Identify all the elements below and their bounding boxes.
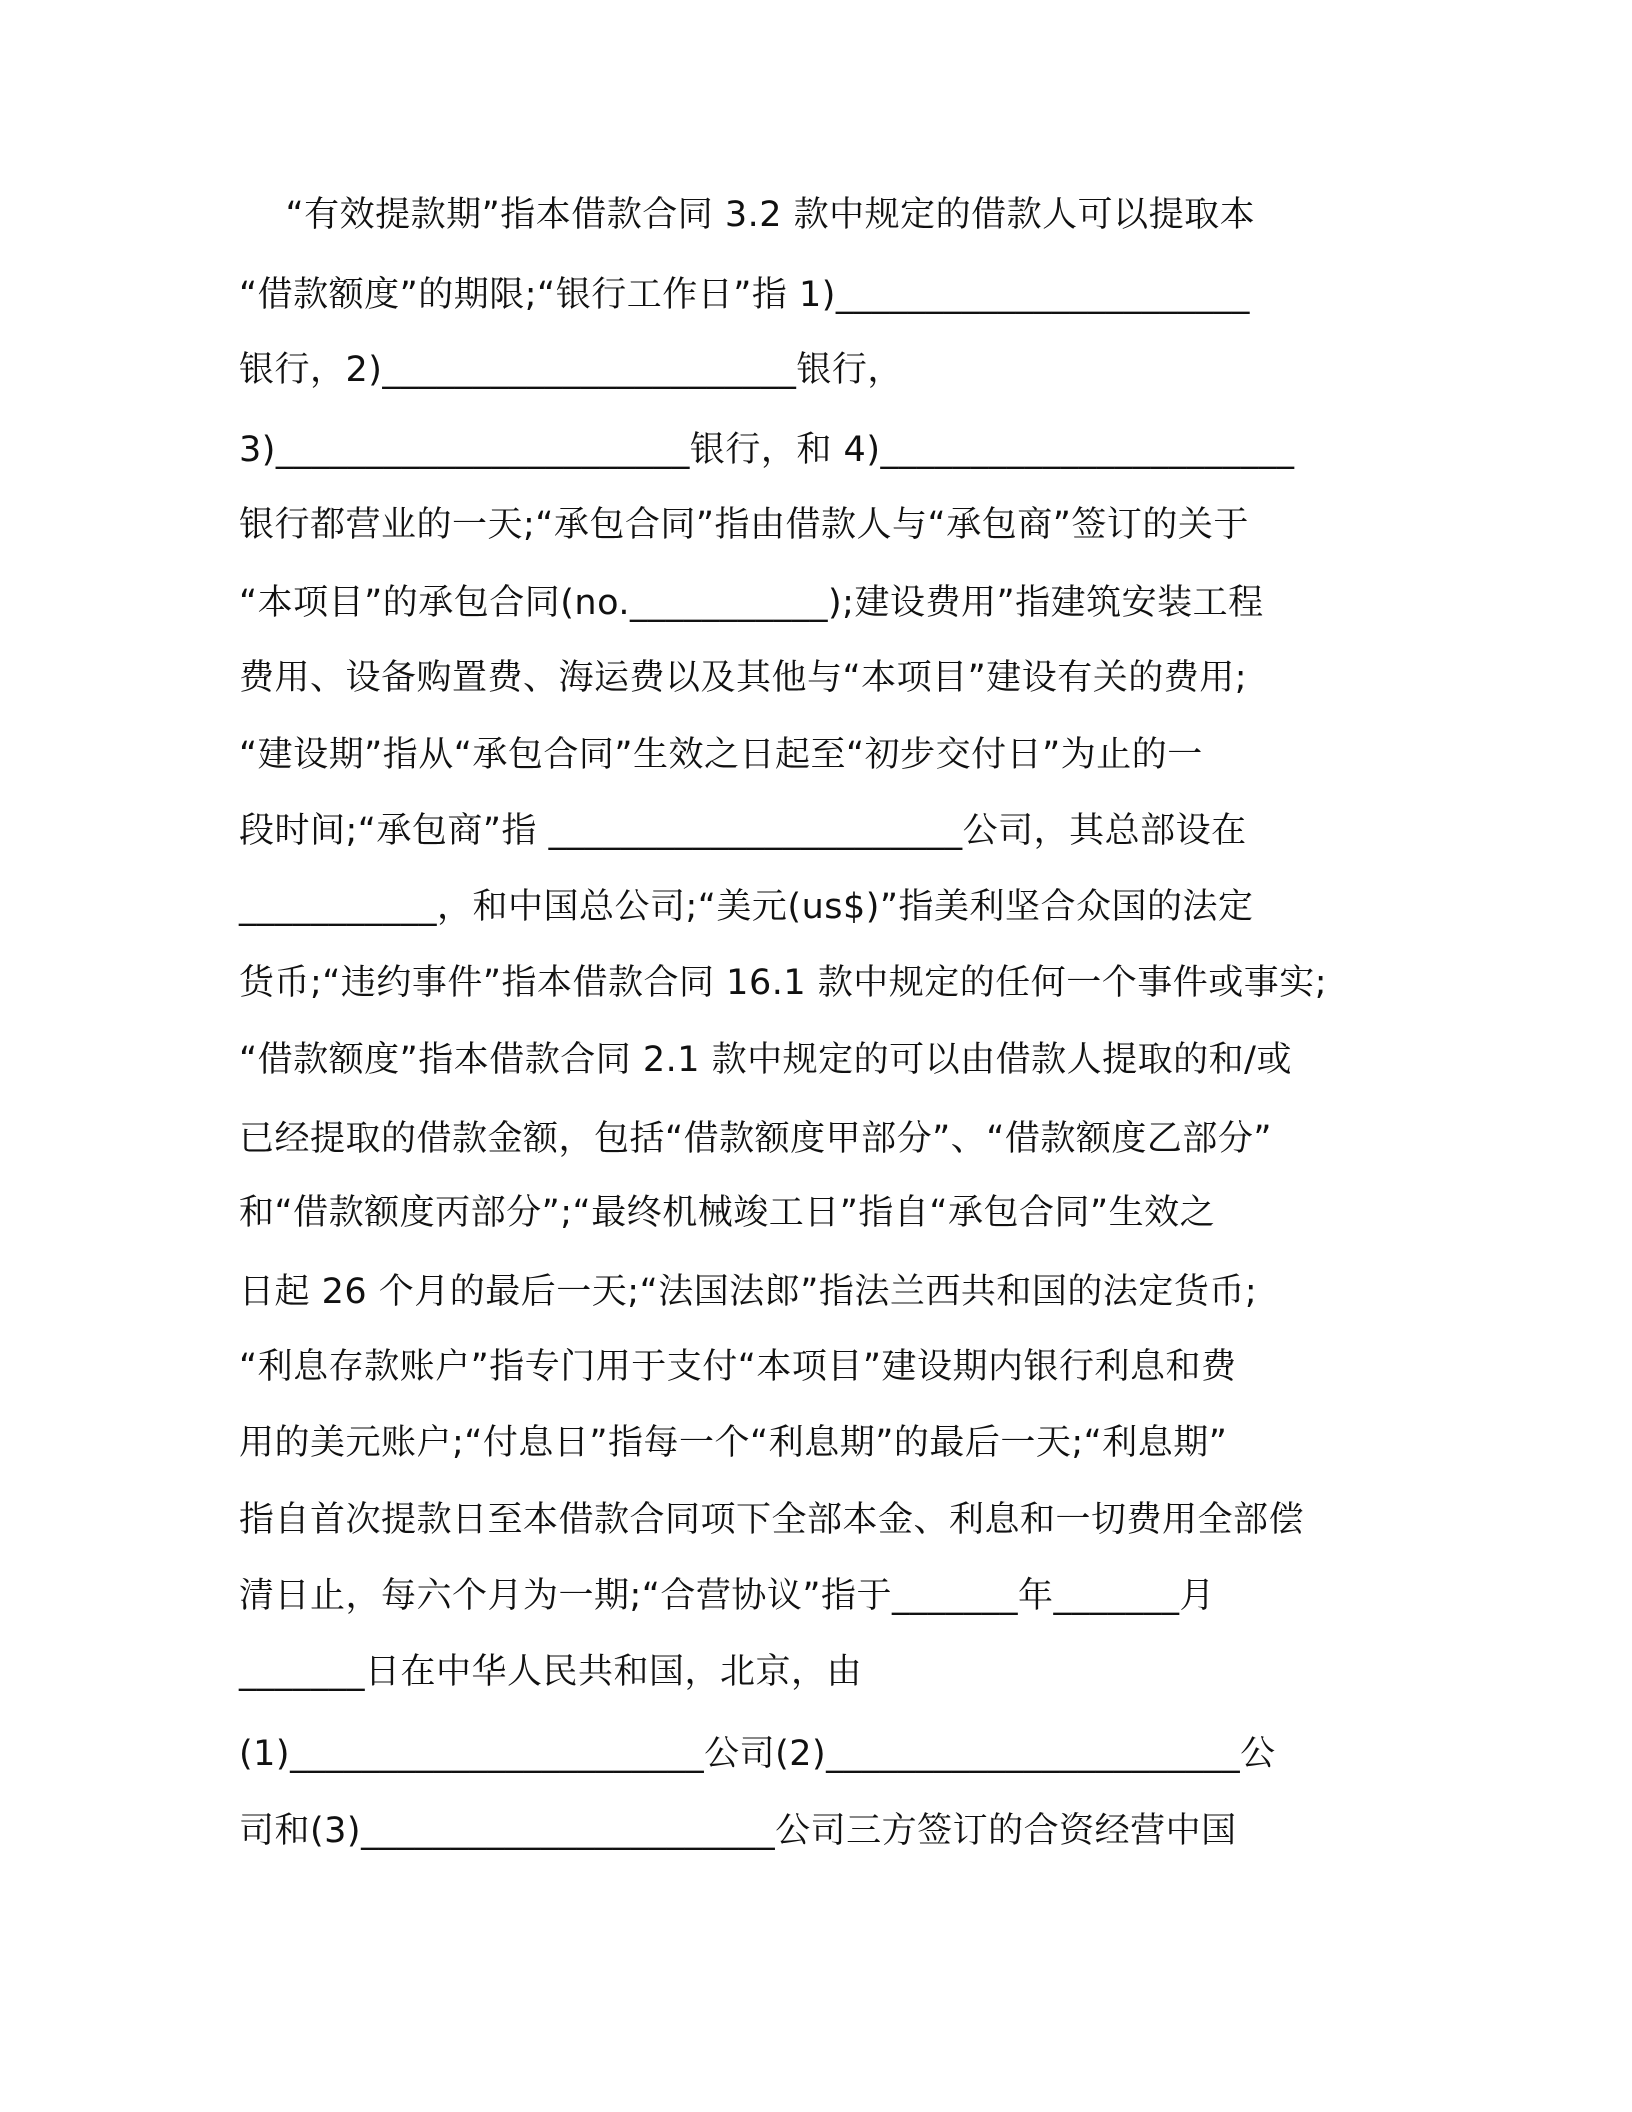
- text-line: 和“借款额度丙部分”;“最终机械竣工日”指自“承包合同”生效之: [239, 1193, 1216, 1233]
- text-line: 费用、设备购置费、海运费以及其他与“本项目”建设有关的费用;: [239, 658, 1248, 698]
- text-line: “有效提款期”指本借款合同 3.2 款中规定的借款人可以提取本: [239, 195, 1256, 235]
- text-line: “利息存款账户”指专门用于支付“本项目”建设期内银行利息和费: [239, 1347, 1237, 1387]
- text-line: 日起 26 个月的最后一天;“法国法郎”指法兰西共和国的法定货币;: [239, 1272, 1258, 1312]
- text-line: 司和(3)_______________________公司三方签订的合资经营中国: [239, 1811, 1237, 1851]
- text-line: _______日在中华人民共和国，北京，由: [239, 1652, 863, 1692]
- text-line: “建设期”指从“承包合同”生效之日起至“初步交付日”为止的一: [239, 735, 1203, 775]
- text-line: ___________，和中国总公司;“美元(us$)”指美利坚合众国的法定: [239, 887, 1254, 927]
- text-line: 段时间;“承包商”指 _______________________公司，其总部设在: [239, 811, 1247, 851]
- text-line: (1)_______________________公司(2)_______________________公: [239, 1734, 1276, 1774]
- text-line: 指自首次提款日至本借款合同项下全部本金、利息和一切费用全部偿: [239, 1500, 1305, 1540]
- text-line: 银行都营业的一天;“承包合同”指由借款人与“承包商”签订的关于: [239, 505, 1249, 545]
- text-line: 3)_______________________银行，和 4)_______________________: [239, 430, 1295, 470]
- text-line: “借款额度”的期限;“银行工作日”指 1)_______________________: [239, 275, 1250, 315]
- text-line: “本项目”的承包合同(no.___________);建设费用”指建筑安装工程: [239, 583, 1264, 623]
- text-line: “借款额度”指本借款合同 2.1 款中规定的可以由借款人提取的和/或: [239, 1040, 1292, 1080]
- text-line: 用的美元账户;“付息日”指每一个“利息期”的最后一天;“利息期”: [239, 1423, 1228, 1463]
- text-line: 已经提取的借款金额，包括“借款额度甲部分”、“借款额度乙部分”: [239, 1119, 1273, 1159]
- text-line: 银行，2)_______________________银行，: [239, 350, 903, 390]
- text-line: 清日止，每六个月为一期;“合营协议”指于_______年_______月: [239, 1576, 1216, 1616]
- text-line: 货币;“违约事件”指本借款合同 16.1 款中规定的任何一个事件或事实;: [239, 963, 1328, 1003]
